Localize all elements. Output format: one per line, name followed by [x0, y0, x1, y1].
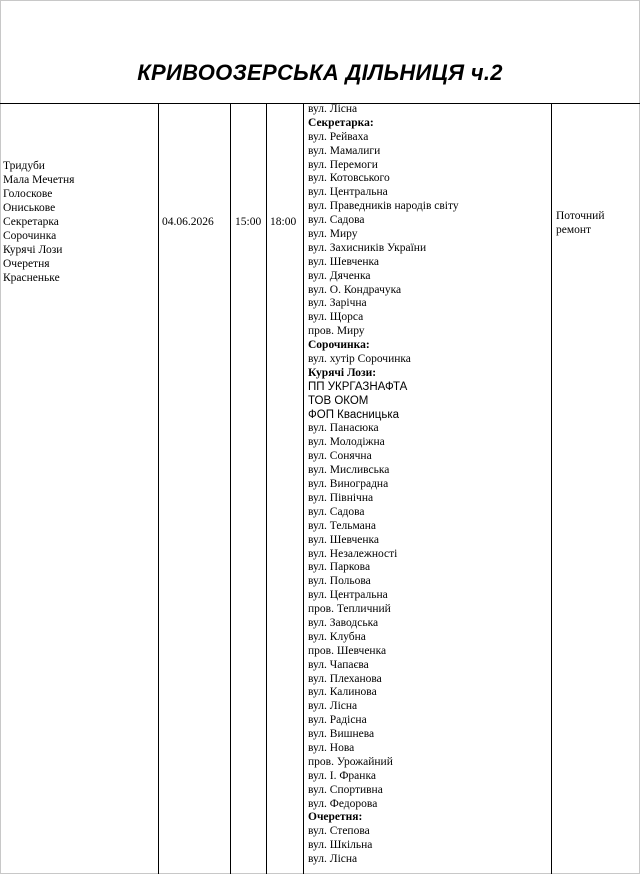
- street-item: вул. Виноградна: [308, 478, 389, 491]
- street-item: вул. Вишнева: [308, 728, 375, 741]
- column-divider: [303, 103, 304, 874]
- street-item: вул. І. Франка: [308, 769, 376, 782]
- village-item: Мала Мечетня: [3, 174, 75, 186]
- street-item: вул. Перемоги: [308, 158, 378, 171]
- company-item: ПП УКРГАЗНАФТА: [308, 380, 408, 393]
- street-item: вул. Мамалиги: [308, 144, 381, 157]
- street-item: вул. Шкільна: [308, 839, 373, 852]
- street-item: вул. Центральна: [308, 589, 388, 602]
- column-divider: [230, 103, 231, 874]
- village-item: Курячі Лози: [3, 244, 63, 256]
- village-heading: Очеретня:: [308, 811, 363, 824]
- street-item: вул. Чапаєва: [308, 658, 369, 671]
- street-item: вул. Степова: [308, 825, 370, 838]
- street-item: вул. Паркова: [308, 561, 371, 574]
- company-item: ТОВ ОКОМ: [308, 394, 369, 407]
- street-item: вул. Клубна: [308, 630, 366, 643]
- village-heading: Секретарка:: [308, 116, 374, 129]
- village-heading: Сорочинка:: [308, 339, 370, 352]
- street-item: вул. Сонячна: [308, 450, 372, 463]
- streets-cell: [308, 103, 459, 867]
- street-item: вул. Зарічна: [308, 297, 367, 310]
- street-item: вул. Нова: [308, 741, 355, 754]
- street-item: вул. Спортивна: [308, 783, 383, 796]
- page-title: КРИВООЗЕРСЬКА ДІЛЬНИЦЯ ч.2: [137, 60, 503, 85]
- street-item: вул. Плеханова: [308, 672, 382, 685]
- village-item: Очеретня: [3, 258, 50, 270]
- street-item: вул. Котовського: [308, 172, 390, 185]
- street-item: вул. Федорова: [308, 797, 378, 810]
- street-item: вул. Захисників України: [308, 241, 427, 254]
- street-item: вул. Шевченка: [308, 255, 380, 268]
- note-cell: Поточний ремонт: [556, 210, 605, 236]
- street-item: вул. Тельмана: [308, 519, 377, 532]
- time-from-cell: 15:00: [235, 216, 262, 228]
- street-item: пров. Шевченка: [308, 644, 387, 657]
- street-item: вул. Лісна: [308, 103, 358, 115]
- street-item: вул. Рейваха: [308, 130, 369, 143]
- street-item: вул. Молодіжна: [308, 436, 385, 449]
- street-item: вул. Садова: [308, 214, 365, 227]
- company-item: ФОП Квасницька: [308, 408, 400, 421]
- street-item: вул. хутір Сорочинка: [308, 353, 411, 366]
- street-item: вул. Мисливська: [308, 464, 390, 477]
- village-item: Секретарка: [3, 216, 59, 228]
- village-heading: Курячі Лози:: [308, 366, 377, 379]
- column-divider: [266, 103, 267, 874]
- village-item: Красненьке: [3, 272, 60, 284]
- column-divider: [551, 103, 552, 874]
- street-item: вул. Праведників народів світу: [308, 200, 459, 213]
- village-item: Ониськове: [3, 202, 56, 214]
- street-item: вул. Польова: [308, 575, 371, 588]
- street-item: пров. Миру: [308, 325, 365, 338]
- street-item: вул. Миру: [308, 228, 358, 241]
- street-item: вул. Панасюка: [308, 422, 379, 435]
- village-item: Сорочинка: [3, 230, 57, 242]
- street-item: пров. Тепличний: [308, 603, 391, 616]
- street-item: вул. Дяченка: [308, 269, 371, 282]
- village-item: Голоскове: [3, 188, 53, 200]
- street-item: вул. Північна: [308, 491, 374, 504]
- street-item: вул. О. Кондрачука: [308, 283, 402, 296]
- street-item: вул. Заводська: [308, 616, 379, 629]
- street-item: вул. Щорса: [308, 311, 364, 324]
- street-item: вул. Садова: [308, 505, 365, 518]
- street-item: вул. Центральна: [308, 186, 388, 199]
- column-divider: [158, 103, 159, 874]
- time-to-cell: 18:00: [270, 216, 297, 228]
- street-item: вул. Калинова: [308, 686, 377, 699]
- street-item: вул. Шевченка: [308, 533, 380, 546]
- street-item: вул. Радісна: [308, 714, 367, 727]
- street-item: пров. Урожайний: [308, 755, 393, 768]
- villages-cell: [3, 159, 74, 285]
- street-item: вул. Незалежності: [308, 547, 398, 560]
- street-item: вул. Лісна: [308, 853, 358, 866]
- village-item: Тридуби: [3, 160, 45, 172]
- street-item: вул. Лісна: [308, 700, 358, 713]
- date-cell: 04.06.2026: [162, 216, 214, 228]
